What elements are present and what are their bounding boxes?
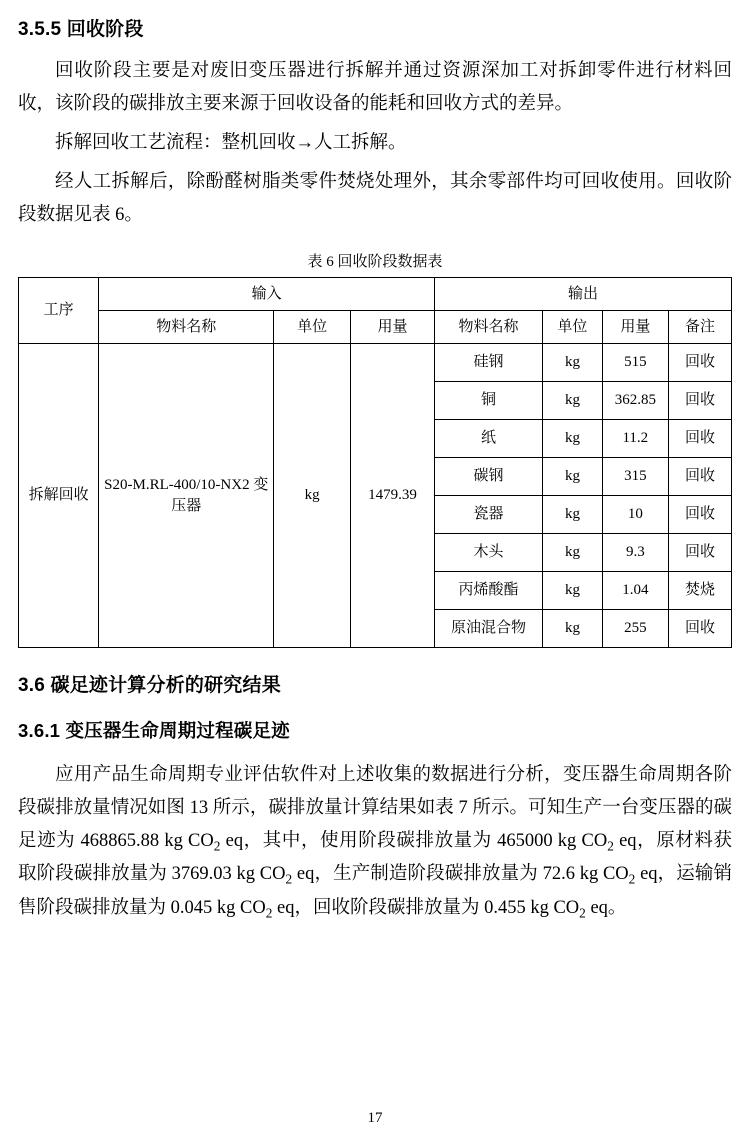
- table-cell-output-amount: 9.3: [602, 534, 668, 572]
- text-fragment: 应用产品生命周期专业评估软件对上述收集的数据进行分析，变压器生命周期各阶段碳排放量情况如图 13 所示，碳排放量计算结果如表 7 所示。可知生产一台变压器的碳足迹为 468865.88 kg CO: [18, 765, 732, 851]
- co2-subscript: 2: [579, 905, 586, 921]
- paragraph-recycling-intro: 回收阶段主要是对废旧变压器进行拆解并通过资源深加工对拆卸零件进行材料回收，该阶段的碳排放主要来源于回收设备的能耗和回收方式的差异。: [18, 61, 732, 114]
- co2-subscript: 2: [607, 838, 614, 854]
- table-cell-output-amount: 10: [602, 496, 668, 534]
- table-cell-output-note: 回收: [669, 610, 732, 648]
- table-cell-output-note: 回收: [669, 382, 732, 420]
- table-cell-output-unit: kg: [543, 382, 602, 420]
- text-fragment: eq，回收阶段碳排放量为 0.455 kg CO: [272, 897, 580, 918]
- table6-recycling-data: [18, 277, 732, 649]
- table-cell-process: 拆解回收: [19, 344, 99, 648]
- paragraph-recycling-table-ref: 经人工拆解后，除酚醛树脂类零件焚烧处理外，其余零部件均可回收使用。回收阶段数据见表 6。: [18, 171, 732, 225]
- table-cell-output-amount: 255: [602, 610, 668, 648]
- table-cell-output-note: 回收: [669, 458, 732, 496]
- table-cell-output-note: 回收: [669, 344, 732, 382]
- section-heading-3-5-5: 3.5.5 回收阶段: [18, 19, 144, 40]
- table-cell-output-unit: kg: [543, 344, 602, 382]
- table-cell-input-amount: 1479.39: [351, 344, 435, 648]
- table-cell-output-unit: kg: [543, 458, 602, 496]
- table6-caption: 表 6 回收阶段数据表: [307, 253, 443, 270]
- table-cell-output-material: 碳钢: [434, 458, 542, 496]
- section-heading-3-6-1: 3.6.1 变压器生命周期过程碳足迹: [18, 720, 290, 742]
- text-fragment: eq，运输销售阶段碳排放量为 0.045 kg CO: [18, 864, 732, 918]
- table-header-input-material: 物料名称: [99, 310, 274, 343]
- table-header-output-unit: 单位: [543, 310, 602, 343]
- co2-subscript: 2: [628, 872, 636, 888]
- text-fragment: eq，生产制造阶段碳排放量为 72.6 kg CO: [292, 864, 629, 885]
- table-header-input-amount: 用量: [351, 310, 435, 343]
- table-cell-output-note: 焚烧: [669, 572, 732, 610]
- table-header-row-group: [19, 277, 732, 310]
- table-cell-output-material: 铜: [434, 382, 542, 420]
- table-cell-output-material: 原油混合物: [434, 610, 542, 648]
- table-header-row-sub: [19, 310, 732, 343]
- table-cell-output-material: 木头: [434, 534, 542, 572]
- section-heading-3-6: 3.6 碳足迹计算分析的研究结果: [18, 675, 281, 697]
- table-header-output-note: 备注: [669, 310, 732, 343]
- table-cell-output-note: 回收: [669, 534, 732, 572]
- table-header-process: 工序: [19, 277, 99, 344]
- table-cell-output-unit: kg: [543, 610, 602, 648]
- page-number: 17: [367, 1110, 383, 1126]
- table-header-output-group: 输出: [434, 277, 731, 310]
- table-cell-output-amount: 1.04: [602, 572, 668, 610]
- table-cell-output-material: 纸: [434, 420, 542, 458]
- text-fragment: eq，其中，使用阶段碳排放量为 465000 kg CO: [220, 830, 608, 851]
- table-cell-output-amount: 515: [602, 344, 668, 382]
- table-cell-input-unit: kg: [274, 344, 351, 648]
- text-fragment: eq，原材料获取阶段碳排放量为 3769.03 kg CO: [18, 830, 732, 885]
- co2-subscript: 2: [213, 838, 221, 854]
- table-cell-output-note: 回收: [669, 496, 732, 534]
- table-header-input-group: 输入: [99, 277, 435, 310]
- paragraph-carbon-footprint-results: [18, 759, 732, 925]
- table-cell-output-amount: 11.2: [602, 420, 668, 458]
- paragraph-recycling-process: 拆解回收工艺流程：整机回收→人工拆解。: [55, 132, 407, 153]
- table-cell-output-amount: 362.85: [602, 382, 668, 420]
- table-cell-output-material: 硅钢: [434, 344, 542, 382]
- table-header-output-amount: 用量: [602, 310, 668, 343]
- table-cell-output-note: 回收: [669, 420, 732, 458]
- co2-subscript: 2: [265, 905, 273, 921]
- table-cell-output-unit: kg: [543, 572, 602, 610]
- table-cell-input-material: S20-M.RL-400/10-NX2 变压器: [99, 344, 274, 648]
- table-cell-output-unit: kg: [543, 496, 602, 534]
- table-header-input-unit: 单位: [274, 310, 351, 343]
- table-cell-output-unit: kg: [543, 420, 602, 458]
- co2-subscript: 2: [285, 872, 293, 888]
- table-row: [19, 344, 732, 382]
- table-header-output-material: 物料名称: [434, 310, 542, 343]
- table-cell-output-material: 瓷器: [434, 496, 542, 534]
- table-cell-output-material: 丙烯酸酯: [434, 572, 542, 610]
- table-cell-output-unit: kg: [543, 534, 602, 572]
- text-fragment: eq。: [585, 897, 627, 918]
- table-cell-output-amount: 315: [602, 458, 668, 496]
